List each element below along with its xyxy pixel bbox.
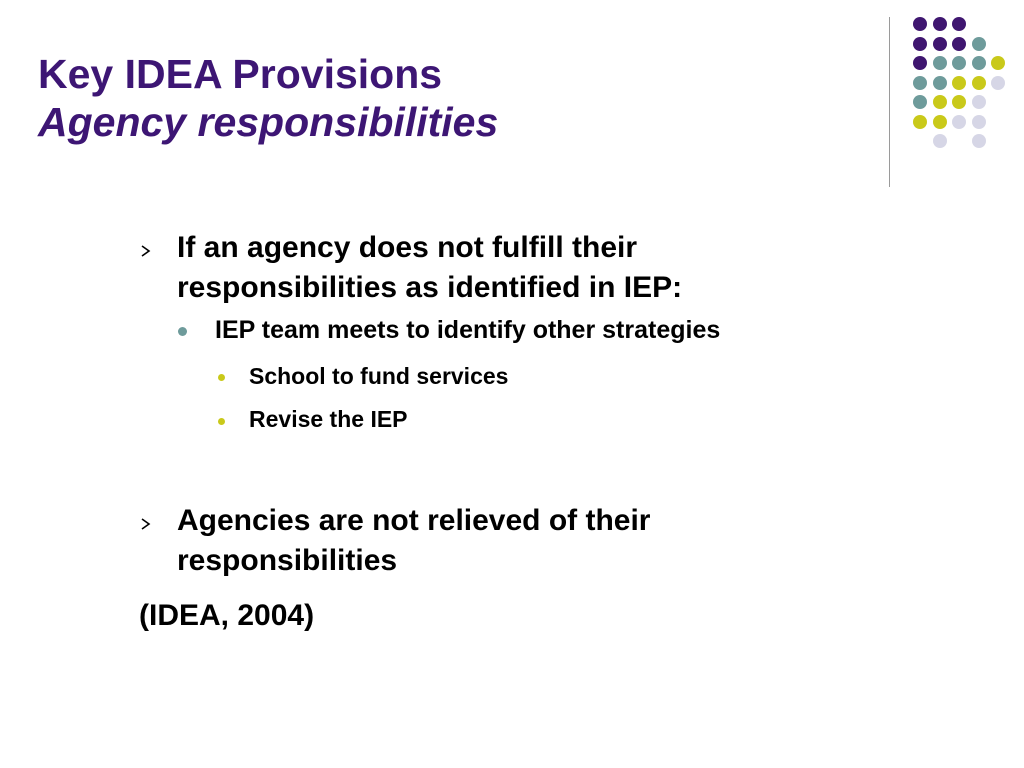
decorative-dot xyxy=(952,17,966,31)
decorative-dot xyxy=(972,95,986,109)
arrow-bullet-icon xyxy=(140,244,152,258)
decorative-dot xyxy=(972,134,986,148)
slide-subtitle: Agency responsibilities xyxy=(38,99,499,145)
bullet-level1 xyxy=(177,501,817,581)
decorative-dot xyxy=(991,76,1005,90)
bullet-level3 xyxy=(249,361,508,391)
citation xyxy=(139,596,314,636)
citation-text: (IDEA, 2004) xyxy=(139,599,315,632)
decorative-dot xyxy=(972,76,986,90)
bullet-level1 xyxy=(177,228,817,308)
bullet-text: If an agency does not fulfill their responsibilities as identified in IEP: xyxy=(177,231,683,304)
bullet-level2 xyxy=(215,313,720,347)
decorative-dot xyxy=(991,56,1005,70)
decorative-dot xyxy=(913,115,927,129)
decorative-dot xyxy=(933,115,947,129)
bullet-text: Agencies are not relieved of their responsibilities xyxy=(177,504,651,577)
decorative-dot xyxy=(952,37,966,51)
title-block xyxy=(38,50,498,146)
decorative-dot xyxy=(933,76,947,90)
decorative-dot xyxy=(933,134,947,148)
decorative-dot xyxy=(972,115,986,129)
decorative-dot xyxy=(933,56,947,70)
decorative-dot xyxy=(913,95,927,109)
round-dot-icon xyxy=(178,327,187,336)
arrow-bullet-icon xyxy=(140,517,152,531)
decorative-dot xyxy=(913,76,927,90)
decorative-dot xyxy=(952,56,966,70)
decorative-dot xyxy=(913,37,927,51)
bullet-text: Revise the IEP xyxy=(249,406,408,432)
bullet-text: School to fund services xyxy=(249,363,509,389)
decorative-dot xyxy=(933,95,947,109)
decorative-dot xyxy=(952,76,966,90)
decorative-dot xyxy=(952,95,966,109)
round-dot-icon xyxy=(218,374,225,381)
decorative-dot xyxy=(933,37,947,51)
bullet-text: IEP team meets to identify other strategies xyxy=(215,316,721,344)
decorative-dot xyxy=(913,56,927,70)
decorative-divider-line xyxy=(889,17,890,187)
decorative-dot xyxy=(913,17,927,31)
bullet-level3 xyxy=(249,404,408,434)
decorative-dot xyxy=(933,17,947,31)
decorative-dot xyxy=(972,37,986,51)
decorative-dot xyxy=(972,56,986,70)
decorative-dot xyxy=(952,115,966,129)
slide-title: Key IDEA Provisions xyxy=(38,51,443,97)
round-dot-icon xyxy=(218,418,225,425)
